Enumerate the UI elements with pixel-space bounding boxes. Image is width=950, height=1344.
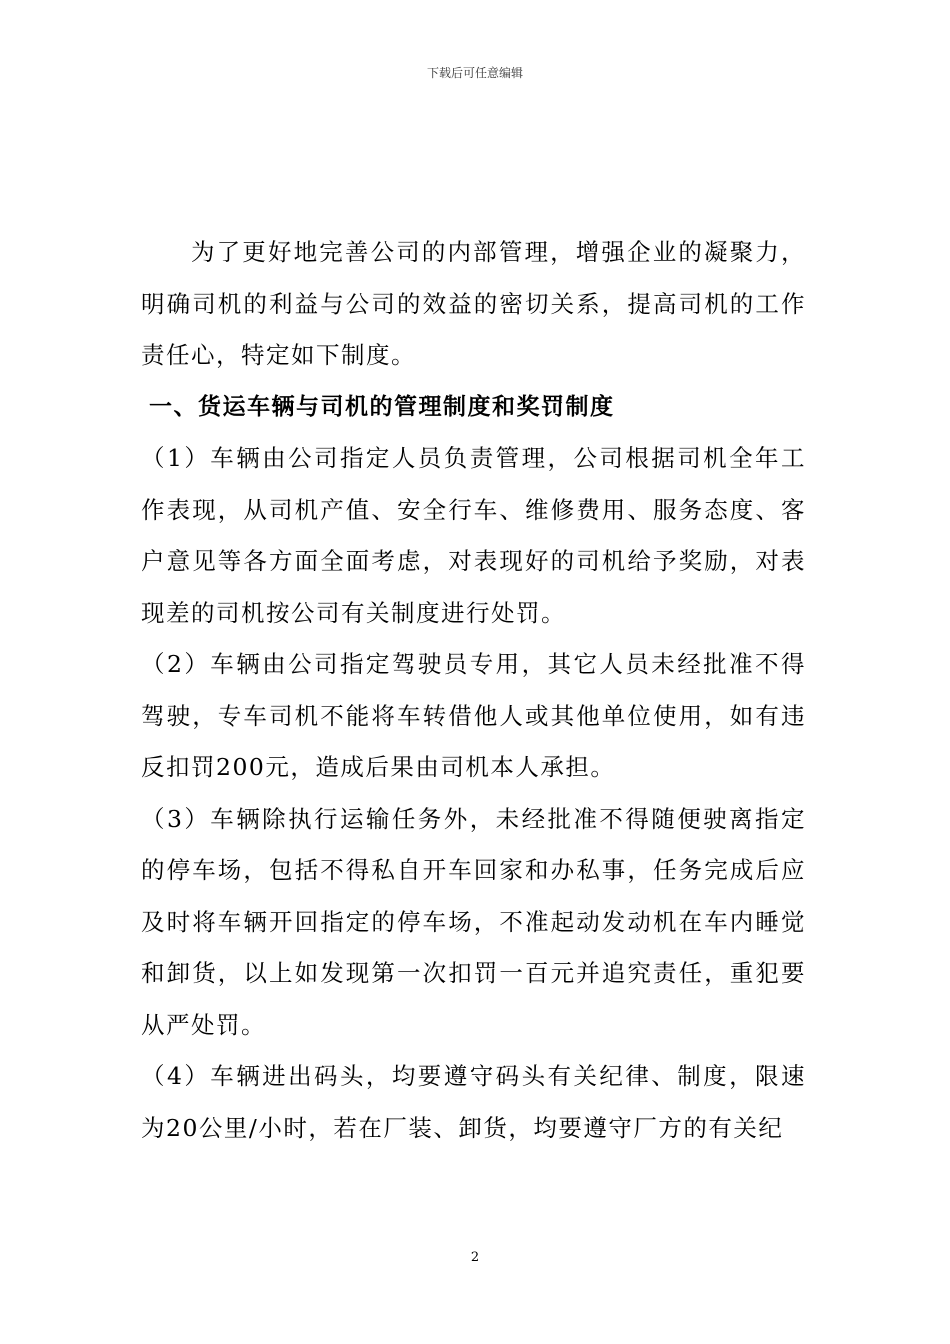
rule-item-4: （4）车辆进出码头，均要遵守码头有关纪律、制度，限速为20公里/小时，若在厂装、卸货，均要遵守厂方的有关纪 bbox=[141, 1062, 806, 1142]
page-header-note: 下载后可任意编辑 bbox=[426, 66, 523, 80]
document-body bbox=[141, 227, 806, 1154]
intro-paragraph: 为了更好地完善公司的内部管理，增强企业的凝聚力，明确司机的利益与公司的效益的密切关系，提高司机的工作责任心，特定如下制度。 bbox=[141, 238, 806, 369]
rule-item-2: （2）车辆由公司指定驾驶员专用，其它人员未经批准不得驾驶，专车司机不能将车转借他人或其他单位使用，如有违反扣罚200元，造成后果由司机本人承担。 bbox=[141, 650, 806, 781]
rule-item-3: （3）车辆除执行运输任务外，未经批准不得随便驶离指定的停车场，包括不得私自开车回家和办私事，任务完成后应及时将车辆开回指定的停车场，不准起动发动机在车内睡觉和卸货，以上如发现第一次扣罚一百元并追究责任，重犯要从严处罚。 bbox=[141, 804, 806, 1039]
section-heading: 一、货运车辆与司机的管理制度和奖罚制度 bbox=[149, 393, 615, 420]
page-number: 2 bbox=[470, 1250, 480, 1265]
rule-item-1: （1）车辆由公司指定人员负责管理，公司根据司机全年工作表现，从司机产值、安全行车、维修费用、服务态度、客户意见等各方面全面考虑，对表现好的司机给予奖励，对表现差的司机按公司有关制度进行处罚。 bbox=[141, 444, 806, 627]
